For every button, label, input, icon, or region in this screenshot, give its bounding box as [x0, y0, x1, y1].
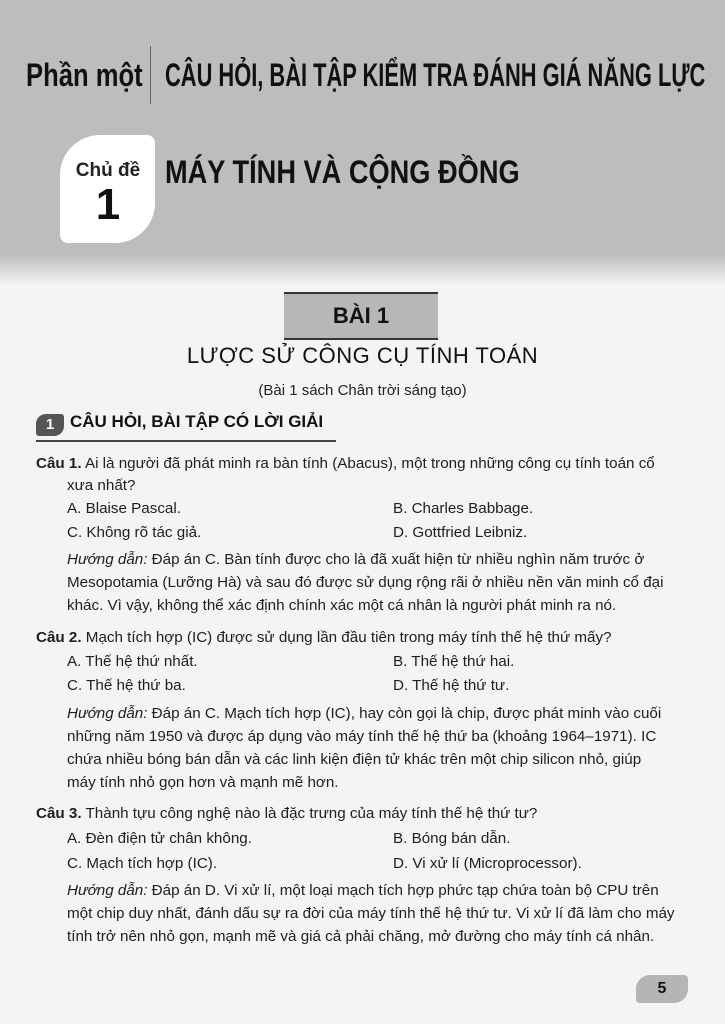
question-2-guide-label: Hướng dẫn:: [67, 705, 148, 722]
question-2-option-c: C. Thế hệ thứ ba.: [67, 677, 186, 694]
part-divider: [150, 46, 151, 104]
question-2-guide-line-3: chứa nhiều bóng bán dẫn và các linh kiện điện tử khác trên một chip silicon nhỏ, giúp: [67, 751, 642, 768]
question-1-guide-line-3: khác. Vì vậy, không thể xác định chính xác một cá nhân là người phát minh ra nó.: [67, 597, 617, 614]
page-number: 5: [636, 975, 688, 1003]
part-title: CÂU HỎI, BÀI TẬP KIỂM TRA ĐÁNH GIÁ NĂNG LỰC: [165, 57, 706, 93]
question-2-guide-line-4: máy tính nhỏ gọn hơn và mạnh mẽ hơn.: [67, 774, 339, 791]
question-3-guide-text: Đáp án D. Vi xử lí, một loại mạch tích hợp phức tạp chứa toàn bộ CPU trên: [147, 882, 659, 899]
part-label: Phần một: [26, 57, 143, 93]
question-3-text: Thành tựu công nghệ nào là đặc trưng của máy tính thế hệ thứ tư?: [81, 805, 538, 822]
question-3-guide-label: Hướng dẫn:: [67, 882, 148, 899]
question-3-option-c: C. Mạch tích hợp (IC).: [67, 855, 218, 872]
lesson-subtitle: (Bài 1 sách Chân trời sáng tạo): [258, 382, 467, 399]
question-3-option-a: A. Đèn điện tử chân không.: [67, 830, 252, 847]
topic-title: MÁY TÍNH VÀ CỘNG ĐỒNG: [165, 154, 520, 190]
header-fade: [0, 255, 725, 285]
question-3-guide-line-1: [67, 882, 659, 899]
question-2-guide-line-1: [67, 705, 661, 722]
question-1-text: Ai là người đã phát minh ra bàn tính (Abacus), một trong những công cụ tính toán cổ: [81, 455, 655, 472]
question-2-option-a: A. Thế hệ thứ nhất.: [67, 653, 198, 670]
question-1-guide-text: Đáp án C. Bàn tính được cho là đã xuất hiện từ nhiều nghìn năm trước ở: [147, 551, 645, 568]
topic-label: Chủ đề: [75, 160, 141, 181]
section-title: CÂU HỎI, BÀI TẬP CÓ LỜI GIẢI: [70, 412, 324, 431]
lesson-title: LƯỢC SỬ CÔNG CỤ TÍNH TOÁN: [186, 343, 539, 368]
question-2-line-1: [36, 629, 612, 646]
question-3-guide-line-2: một chip duy nhất, đánh dấu sự ra đời của máy tính thế hệ thứ tư. Vi xử lí đã làm cho máy: [67, 905, 675, 922]
section-number: 1: [36, 414, 64, 436]
question-2-option-b: B. Thế hệ thứ hai.: [393, 653, 515, 670]
question-1-guide-line-1: [67, 551, 644, 568]
question-3-guide-line-3: tính trở nên nhỏ gọn, mạnh mẽ và giá cả phải chăng, mở đường cho máy tính cá nhân.: [67, 928, 655, 945]
question-1-option-a: A. Blaise Pascal.: [67, 500, 181, 517]
topic-number: 1: [95, 180, 121, 229]
question-1-line-1: [36, 455, 655, 472]
question-1-option-c: C. Không rõ tác giả.: [67, 524, 202, 541]
question-3-label: Câu 3.: [36, 805, 82, 822]
question-2-label: Câu 2.: [36, 629, 82, 646]
question-1-option-b: B. Charles Babbage.: [393, 500, 534, 517]
question-3-line-1: [36, 805, 537, 822]
lesson-badge: BÀI 1: [284, 292, 438, 340]
question-1-guide-label: Hướng dẫn:: [67, 551, 148, 568]
question-1-guide-line-2: Mesopotamia (Lưỡng Hà) và sau đó được sử dụng rộng rãi ở nhiều nền văn minh cổ đại: [67, 574, 664, 591]
question-1-option-d: D. Gottfried Leibniz.: [393, 524, 528, 541]
question-3-option-d: D. Vi xử lí (Microprocessor).: [393, 855, 582, 872]
question-1-label: Câu 1.: [36, 455, 82, 472]
question-3-option-b: B. Bóng bán dẫn.: [393, 830, 511, 847]
question-1-line-2: xưa nhất?: [67, 477, 136, 494]
question-2-option-d: D. Thế hệ thứ tư.: [393, 677, 510, 694]
section-underline: [36, 440, 336, 442]
question-2-guide-line-2: những năm 1950 và được áp dụng vào máy tính thế hệ thứ ba (khoảng 1964–1971). IC: [67, 728, 657, 745]
question-2-guide-text: Đáp án C. Mạch tích hợp (IC), hay còn gọi là chip, được phát minh vào cuối: [147, 705, 662, 722]
question-2-text: Mạch tích hợp (IC) được sử dụng lần đầu tiên trong máy tính thế hệ thứ mấy?: [81, 629, 612, 646]
